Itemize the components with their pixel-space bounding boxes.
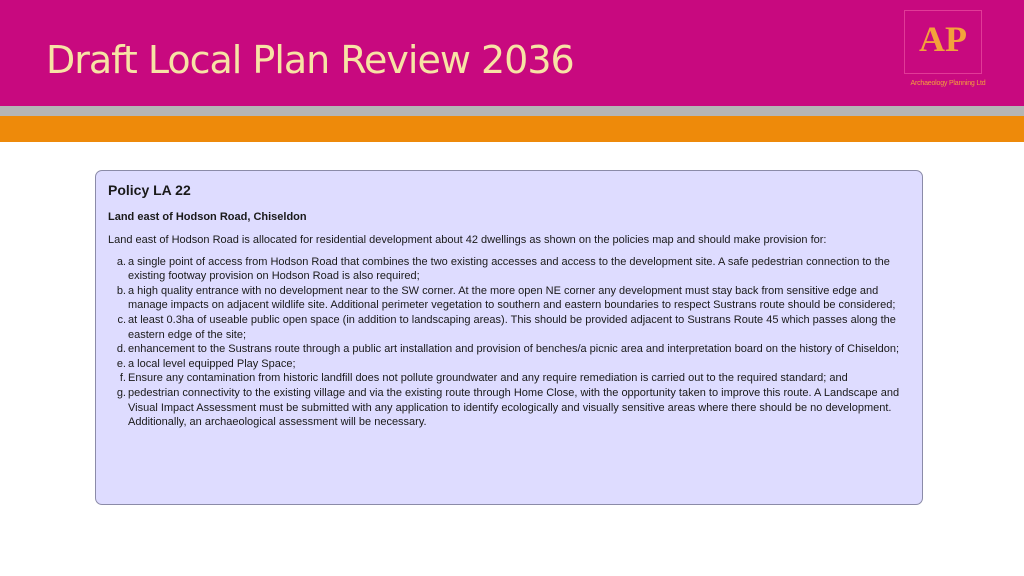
item-text: a single point of access from Hodson Road that combines the two existing accesses and access to the development site. A safe pedestrian connection to the existing footway provision on Hodson Road is also required; xyxy=(128,255,890,283)
policy-item-g xyxy=(108,386,911,430)
policy-subheading: Land east of Hodson Road, Chiseldon xyxy=(108,211,307,223)
policy-item-a xyxy=(108,255,911,284)
logo-subtitle: Archaeology Planning Ltd xyxy=(910,80,986,87)
policy-list xyxy=(108,255,911,430)
orange-divider-band xyxy=(0,116,1024,142)
policy-item-f xyxy=(108,371,911,386)
item-marker: g. xyxy=(116,386,126,399)
item-text: pedestrian connectivity to the existing village and via the existing route through Home Close, with the opportunity taken to improve this route. A Landscape and Visual Impact Assessment must be submitted with any application to identify ecologically and visually sensitive areas where there should be no development. Additionally, an archaeological assessment will be necessary. xyxy=(128,386,900,429)
policy-item-b xyxy=(108,284,911,313)
policy-item-c xyxy=(108,313,911,342)
item-text: enhancement to the Sustrans route through a public art installation and provision of benches/a picnic area and interpretation board on the history of Chiseldon; xyxy=(128,343,900,356)
item-marker: a. xyxy=(116,255,126,268)
item-text: a local level equipped Play Space; xyxy=(128,357,296,370)
policy-intro: Land east of Hodson Road is allocated for residential development about 42 dwellings as shown on the policies map and should make provision for: xyxy=(108,234,827,246)
item-text: Ensure any contamination from historic landfill does not pollute groundwater and any require remediation is carried out to the required standard; and xyxy=(128,372,848,385)
item-marker: f. xyxy=(119,372,126,385)
page-title: Draft Local Plan Review 2036 xyxy=(46,38,574,82)
item-marker: b. xyxy=(116,284,126,297)
logo-mark: AP xyxy=(919,19,967,59)
item-text: at least 0.3ha of useable public open space (in addition to landscaping areas). This should be provided adjacent to Sustrans Route 45 which passes along the eastern edge of the site; xyxy=(128,313,896,341)
policy-box xyxy=(95,170,923,505)
policy-heading: Policy LA 22 xyxy=(108,182,191,198)
item-text: a high quality entrance with no development near to the SW corner. At the more open NE corner any development must stay back from sensitive edge and manage impacts on adjacent wildlife site. Additional perimeter vegetation to southern and eastern boundaries to respect Sustrans route should be considered; xyxy=(128,284,896,312)
policy-item-d xyxy=(108,342,911,357)
policy-item-e xyxy=(108,357,911,372)
company-logo xyxy=(904,10,982,74)
item-marker: c. xyxy=(117,313,126,326)
gray-divider-band xyxy=(0,106,1024,116)
item-marker: e. xyxy=(116,357,126,370)
item-marker: d. xyxy=(116,343,126,356)
